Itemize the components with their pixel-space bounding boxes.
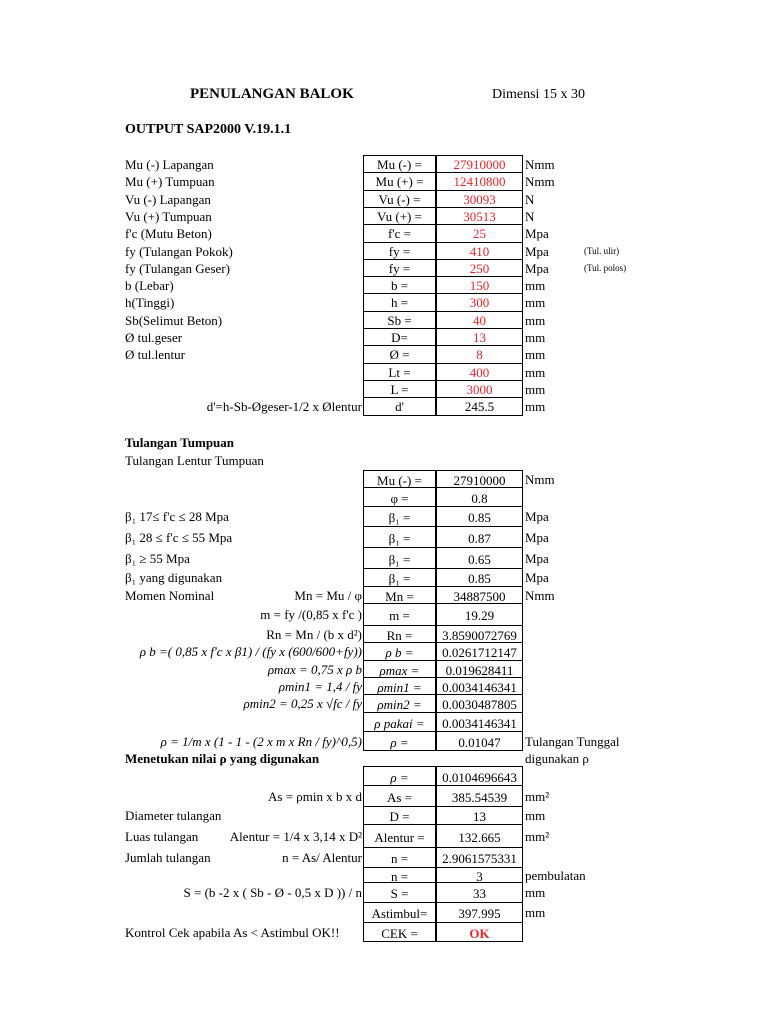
input-unit: mm [525,313,546,328]
tumpuan-formula: Rn = Mn / (b x d²) [266,627,362,642]
tumpuan-formula: ρ b =( 0,85 x f'c x β1) / (fy x (600/600+fy)) [139,644,362,659]
tumpuan-symbol: ρ b = [363,642,436,661]
digunakan-symbol: D = [363,806,436,825]
tumpuan-value: 0.01047 [436,731,523,751]
digunakan-label: Luas tulangan [125,829,199,844]
input-value: 27910000 [436,155,523,173]
input-value: 400 [436,363,523,381]
digunakan-formula: As = ρmin x b x d [268,789,362,804]
dimension-label: Dimensi 15 x 30 [492,87,585,102]
section-subtitle: OUTPUT SAP2000 V.19.1.1 [125,122,292,137]
tumpuan-value: 0.85 [436,506,523,527]
digunakan-value: 3 [436,867,523,883]
tumpuan-value: 19.29 [436,603,523,626]
tumpuan-symbol: ρmin1 = [363,677,436,695]
digunakan-formula: n = As/ Alentur [282,850,362,865]
tumpuan-symbol: Mn = [363,586,436,604]
tumpuan-symbol: β₁ = [363,547,436,569]
input-unit: Nmm [525,157,555,172]
digunakan-value: 385.54539 [436,785,523,807]
digunakan-symbol: S = [363,882,436,903]
tumpuan-symbol: m = [363,603,436,626]
input-label: d'=h-Sb-Øgeser-1/2 x Ølentur [206,399,362,414]
input-unit: mm [525,330,546,345]
input-symbol: b = [363,276,436,294]
tumpuan-value: 0.65 [436,547,523,569]
input-symbol: f'c = [363,224,436,243]
tumpuan-symbol: β₁ = [363,568,436,587]
tumpuan-symbol: φ = [363,487,436,507]
input-value: 8 [436,345,523,364]
tumpuan-value: 34887500 [436,586,523,604]
tumpuan-symbol: β₁ = [363,506,436,527]
input-value: 245.5 [436,397,523,416]
input-value: 40 [436,311,523,329]
input-label: f'c (Mutu Beton) [125,226,212,241]
tumpuan-label: β₁ yang digunakan [125,570,223,585]
input-unit: mm [525,347,546,362]
input-label: fy (Tulangan Pokok) [125,244,233,259]
digunakan-value: 33 [436,882,523,903]
input-symbol: fy = [363,242,436,260]
tumpuan-formula: ρmin1 = 1,4 / fy [278,679,362,694]
input-symbol: Mu (-) = [363,155,436,173]
input-label: Vu (-) Lapangan [125,192,211,207]
input-symbol: Lt = [363,363,436,381]
input-symbol: D= [363,328,436,346]
input-value: 3000 [436,380,523,398]
input-value: 410 [436,242,523,260]
tumpuan-formula: m = fy /(0,85 x f'c ) [260,607,362,622]
digunakan-value: 132.665 [436,824,523,848]
input-label: Ø tul.geser [125,330,183,345]
input-unit: mm [525,365,546,380]
digunakan-unit: mm² [525,829,550,844]
tumpuan-symbol: ρ pakai = [363,712,436,732]
tumpuan-value: 0.87 [436,526,523,548]
digunakan-heading: Menetukan nilai ρ yang digunakan [125,751,320,766]
digunakan-symbol: As = [363,785,436,807]
digunakan-formula: Alentur = 1/4 x 3,14 x D² [229,829,362,844]
input-value: 25 [436,224,523,243]
digunakan-value: OK [436,922,523,942]
input-label: fy (Tulangan Geser) [125,261,230,276]
input-value: 250 [436,259,523,277]
digunakan-label: Jumlah tulangan [125,850,211,865]
tumpuan-heading: Tulangan Tumpuan [125,435,235,450]
tumpuan-unit: Nmm [525,472,555,487]
tumpuan-label: Momen Nominal [125,588,215,603]
tumpuan-value: 0.0034146341 [436,712,523,732]
input-symbol: Sb = [363,311,436,329]
input-unit: Mpa [525,261,549,276]
input-symbol: Vu (+) = [363,207,436,225]
tumpuan-unit: Tulangan Tunggal [525,734,620,749]
tumpuan-symbol: ρmax = [363,660,436,678]
input-unit: mm [525,295,546,310]
digunakan-label: Kontrol Cek apabila As < Astimbul OK!! [125,925,340,940]
input-value: 30093 [436,190,523,208]
input-unit: mm [525,399,546,414]
page-title: PENULANGAN BALOK [190,86,354,102]
tumpuan-unit: Mpa [525,509,549,524]
tumpuan-value: 0.85 [436,568,523,587]
tumpuan-formula: ρmax = 0,75 x ρ b [267,662,362,677]
tumpuan-label: β₁ 17≤ f'c ≤ 28 Mpa [125,509,229,524]
digunakan-value: 397.995 [436,902,523,923]
input-symbol: Mu (+) = [363,172,436,191]
input-symbol: fy = [363,259,436,277]
note-ulir: (Tul. ulir) [584,246,620,256]
tumpuan-value: 0.0030487805 [436,694,523,713]
input-unit: Mpa [525,226,549,241]
tumpuan-value: 0.019628411 [436,660,523,678]
input-value: 13 [436,328,523,346]
digunakan-unit: mm [525,905,546,920]
digunakan-unit: pembulatan [525,868,586,883]
digunakan-value: 2.9061575331 [436,847,523,868]
digunakan-value: 0.0104696643 [436,766,523,786]
tumpuan-value: 27910000 [436,470,523,488]
tumpuan-formula: ρ = 1/m x (1 - 1 - (2 x m x Rn / fy)^0,5) [160,734,362,749]
input-symbol: d' [363,397,436,416]
input-label: Mu (+) Tumpuan [125,174,215,189]
tumpuan-unit: Mpa [525,570,549,585]
tumpuan-label: β₁ 28 ≤ f'c ≤ 55 Mpa [125,530,233,545]
input-symbol: L = [363,380,436,398]
digunakan-unit: mm [525,808,546,823]
tumpuan-formula: ρmin2 = 0,25 x √fc / fy [243,696,362,711]
tumpuan-formula: Mn = Mu / φ [294,588,362,603]
input-label: Ø tul.lentur [125,347,185,362]
input-symbol: Ø = [363,345,436,364]
tumpuan-symbol: Rn = [363,625,436,643]
digunakan-unit: mm² [525,789,550,804]
tumpuan-subheading: Tulangan Lentur Tumpuan [125,453,264,468]
input-symbol: h = [363,293,436,312]
tumpuan-symbol: β₁ = [363,526,436,548]
note-polos: (Tul. polos) [584,263,627,273]
input-unit: mm [525,278,546,293]
tumpuan-value: 0.0034146341 [436,677,523,695]
tumpuan-symbol: ρmin2 = [363,694,436,713]
input-value: 150 [436,276,523,294]
digunakan-symbol: n = [363,847,436,868]
input-unit: mm [525,382,546,397]
digunakan-symbol: ρ = [363,766,436,786]
input-value: 12410800 [436,172,523,191]
digunakan-symbol: n = [363,867,436,883]
digunakan-formula: S = (b -2 x ( Sb - Ø - 0,5 x D )) / n [183,885,362,900]
input-unit: N [525,192,535,207]
tumpuan-label: β₁ ≥ 55 Mpa [125,551,190,566]
input-label: Vu (+) Tumpuan [125,209,212,224]
input-symbol: Vu (-) = [363,190,436,208]
tumpuan-unit: Nmm [525,588,555,603]
input-value: 30513 [436,207,523,225]
tumpuan-unit: Mpa [525,551,549,566]
tumpuan-value: 0.8 [436,487,523,507]
digunakan-symbol: CEK = [363,922,436,942]
tumpuan-unit: Mpa [525,530,549,545]
digunakan-label: Diameter tulangan [125,808,222,823]
digunakan-value: 13 [436,806,523,825]
tumpuan-symbol: Mu (-) = [363,470,436,488]
input-unit: Nmm [525,174,555,189]
input-label: Sb(Selimut Beton) [125,313,223,328]
input-label: Mu (-) Lapangan [125,157,214,172]
input-unit: Mpa [525,244,549,259]
tumpuan-value: 3.8590072769 [436,625,523,643]
input-label: h(Tinggi) [125,295,175,310]
input-value: 300 [436,293,523,312]
digunakan-note: digunakan ρ [525,751,589,766]
digunakan-symbol: Alentur = [363,824,436,848]
tumpuan-symbol: ρ = [363,731,436,751]
tumpuan-value: 0.0261712147 [436,642,523,661]
input-label: b (Lebar) [125,278,174,293]
input-unit: N [525,209,535,224]
digunakan-unit: mm [525,885,546,900]
digunakan-symbol: Astimbul= [363,902,436,923]
